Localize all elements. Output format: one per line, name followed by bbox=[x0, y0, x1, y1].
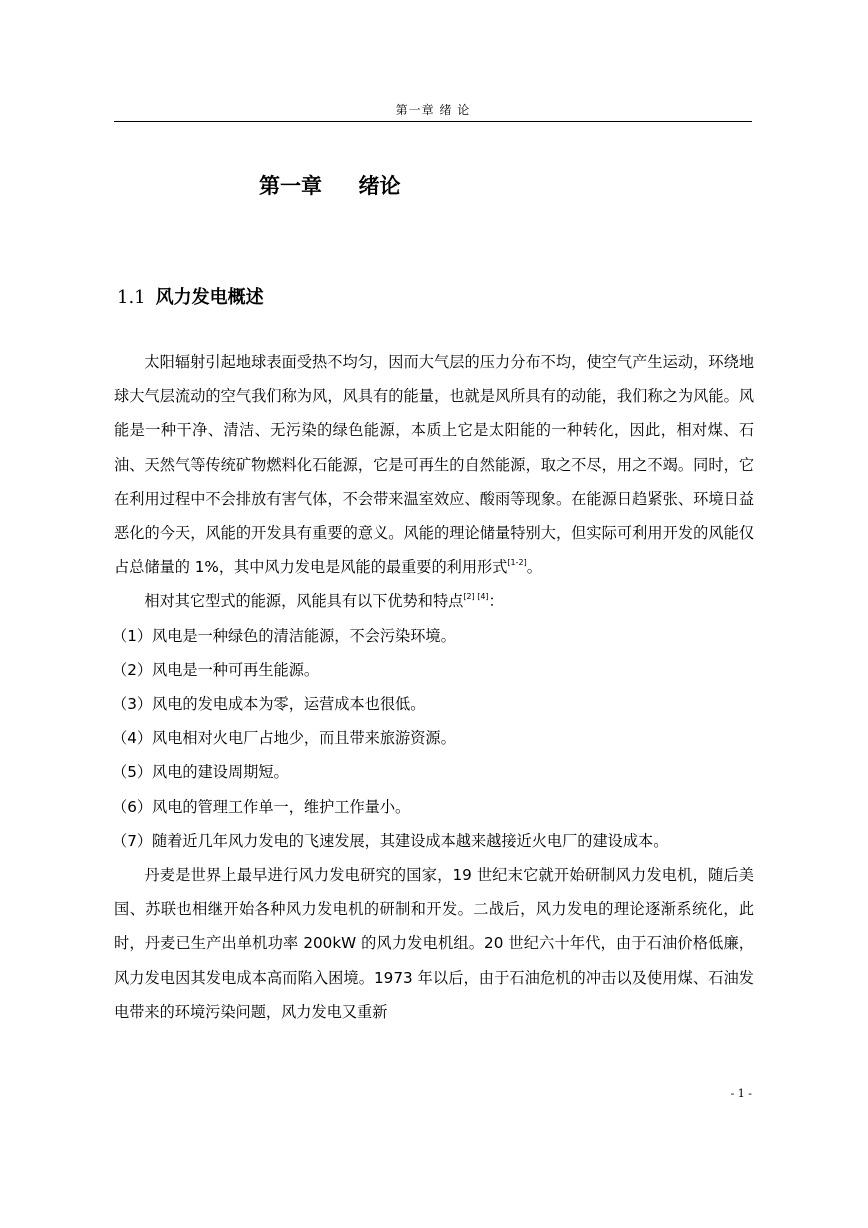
list-item: （5）风电的建设周期短。 bbox=[112, 763, 289, 782]
header-rule bbox=[114, 121, 752, 122]
paragraph-intro-text: 太阳辐射引起地球表面受热不均匀，因而大气层的压力分布不均，使空气产生运动，环绕地球大气层流动的空气我们称为风，风具有的能量，也就是风所具有的动能，我们称之为风能。风能是一种干净、清洁、无污染的绿色能源，本质上它是太阳能的一种转化，因此，相对煤、石油、天然气等传统矿物燃料化石能源，它是可再生的自然能源，取之不尽，用之不竭。同时，它在利用过程中不会排放有害气体，不会带来温室效应、酸雨等现象。在能源日趋紧张、环境日益恶化的今天，风能的开发具有重要的意义。风能的理论储量特别大，但实际可利用开发的风能仅占总储量的 1%，其中风力发电是风能的最重要的利用形式 bbox=[114, 353, 754, 577]
section-number: 1.1 bbox=[117, 287, 146, 308]
paragraph-intro-end: 。 bbox=[526, 558, 542, 577]
chapter-title: 第一章 绪论 bbox=[259, 174, 401, 198]
list-item: （3）风电的发电成本为零，运营成本也很低。 bbox=[112, 695, 426, 714]
list-item: （1）风电是一种绿色的清洁能源，不会污染环境。 bbox=[112, 626, 456, 645]
paragraph-history: 丹麦是世界上最早进行风力发电研究的国家，19 世纪末它就开始研制风力发电机，随后美国、苏联也相继开始各种风力发电机的研制和开发。二战后，风力发电的理论逐渐系统化，此时，丹麦已生产出单机功率 200kW 的风力发电机组。20 世纪六十年代，由于石油价格低廉，风力发电因其发电成本高而陷入困境。1973 年以后，由于石油危机的冲击以及使用煤、石油发电带来的环境污染问题，风力发电又重新 bbox=[114, 866, 754, 1021]
list-item: （2）风电是一种可再生能源。 bbox=[112, 660, 320, 679]
list-item: （7）随着近几年风力发电的飞速发展，其建设成本越来越接近火电厂的建设成本。 bbox=[112, 831, 669, 850]
running-header: 第一章 绪 论 bbox=[395, 103, 471, 117]
paragraph-advantages-text: 相对其它型式的能源，风能具有以下优势和特点 bbox=[144, 592, 464, 611]
list-item: （6）风电的管理工作单一，维护工作量小。 bbox=[112, 797, 411, 816]
page-number: - 1 - bbox=[730, 1087, 752, 1100]
section-title: 风力发电概述 bbox=[155, 287, 264, 308]
paragraph-intro bbox=[114, 345, 754, 584]
body-text bbox=[114, 345, 754, 1029]
citation: [2] [4] bbox=[463, 592, 489, 602]
list-item: （4）风电相对火电厂占地少，而且带来旅游资源。 bbox=[112, 729, 456, 748]
citation: [1-2] bbox=[507, 558, 527, 568]
paragraph-advantages-end: ： bbox=[488, 592, 504, 611]
section-heading bbox=[117, 285, 264, 311]
paragraph-advantages-lead bbox=[114, 584, 754, 618]
